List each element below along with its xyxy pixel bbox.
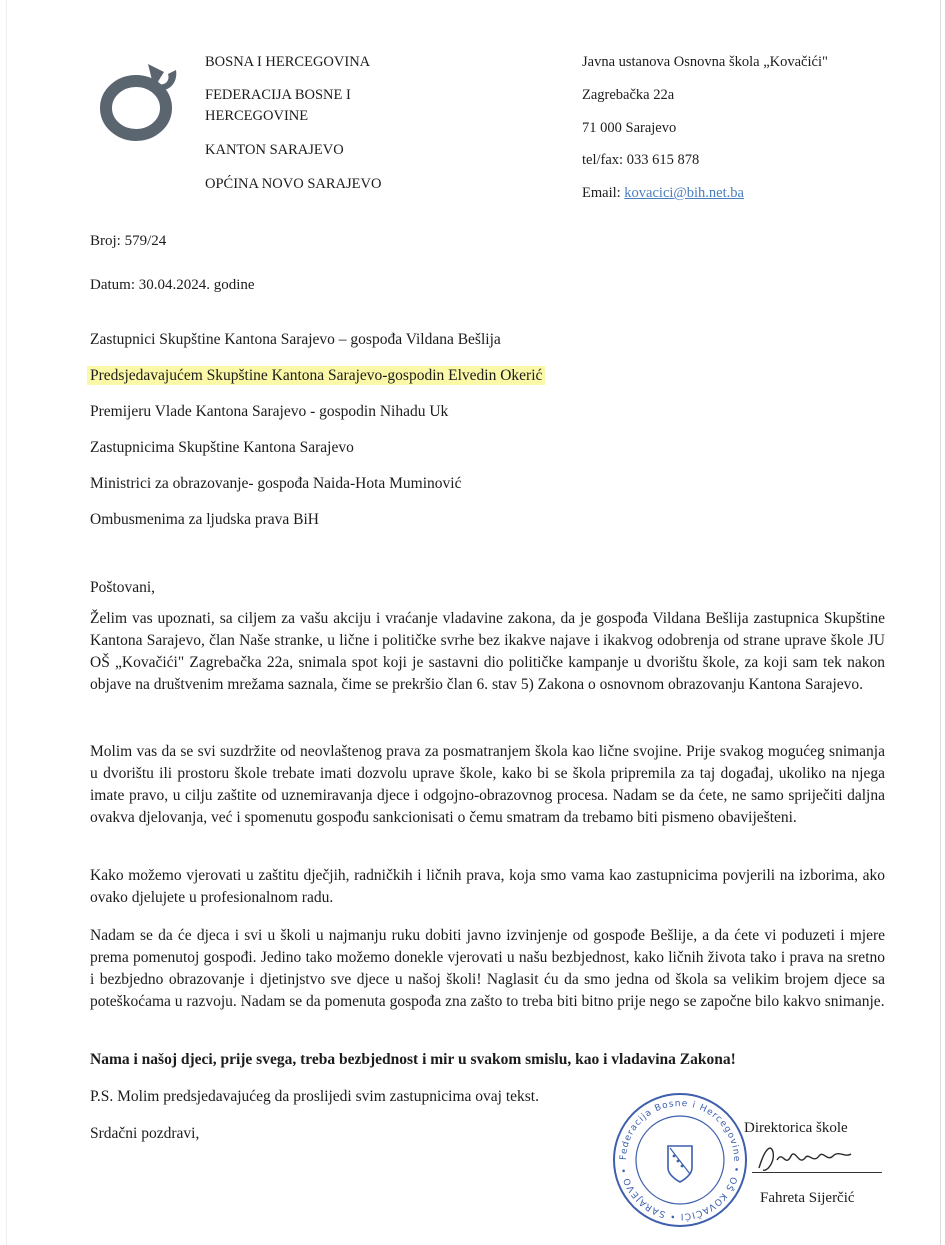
right-edge-line (940, 0, 941, 1245)
org-line-municipality: OPĆINA NOVO SARAJEVO (205, 176, 382, 192)
recipient-item: Zastupnicima Skupštine Kantona Sarajevo (90, 439, 354, 456)
signatory-name: Fahreta Sijerčić (760, 1190, 855, 1206)
school-email-row (582, 183, 744, 204)
postscript: P.S. Molim predsjedavajućeg da proslijedi svim zastupnicima ovaj tekst. (90, 1088, 539, 1105)
school-name: Javna ustanova Osnovna škola „Kovačići" (582, 54, 828, 70)
org-line-country: BOSNA I HERCEGOVINA (205, 54, 371, 70)
org-line-canton: KANTON SARAJEVO (205, 142, 344, 158)
signatory-title: Direktorica škole (744, 1120, 848, 1136)
school-address: Zagrebačka 22a (582, 87, 675, 103)
closing: Srdačni pozdravi, (90, 1125, 200, 1142)
recipient-item: Ombusmenima za ljudska prava BiH (90, 511, 320, 528)
school-city: 71 000 Sarajevo (582, 120, 677, 136)
svg-text:Federacija Bosne i Hercegovine: Federacija Bosne i Hercegovine • OŠ KOVAČIĆI • SARAJEVO • (618, 1098, 742, 1222)
org-line-federation: FEDERACIJA BOSNE I HERCEGOVINE (205, 87, 351, 124)
recipient-item: Zastupnici Skupštine Kantona Sarajevo – gospođa Vildana Bešlija (90, 331, 501, 348)
school-logo-icon (98, 58, 182, 142)
official-stamp-icon (610, 1090, 750, 1230)
highlighted-text: Predsjedavajućem Skupštine Kantona Sarajevo-gospodin Elvedin Okerić (87, 366, 545, 385)
email-label: Email: (582, 185, 621, 201)
document-number: Broj: 579/24 (90, 233, 167, 249)
paragraph-1: Želim vas upoznati, sa ciljem za vašu akciju i vraćanje vladavine zakona, da je gospođa Vildana Bešlija zastupnica Skupštine Kantona Sarajevo, član Naše stranke, u lične i političke svrhe bez ikakve najave i ikakvog odobrenja od strane uprave škole JU OŠ „Kovačići" Zagrebačka 22a, snimala spot koji je sastavni dio političke kampanje u dvorištu škole, za koji sam tek nakon objave na društvenim mrežama saznala, čime se prekršio član 6. stav 5) Zakona o osnovnom obrazovanju Kantona Sarajevo. (90, 610, 885, 693)
document-date: Datum: 30.04.2024. godine (90, 277, 255, 293)
recipient-item: Ministrici za obrazovanje- gospođa Naida-Hota Muminović (90, 475, 462, 492)
email-link[interactable]: kovacici@bih.net.ba (624, 185, 744, 201)
paragraph-4: Nadam se da će djeca i svi u školi u najmanju ruku dobiti javno izvinjenje od gospođe Bešlije, a da ćete vi poduzeti i mjere prema pomenutoj gospođi. Jedino tako možemo donekle vjerovati u našu bezbjednost, kako ličnih života tako i prava na sretno i bezbjedno obrazovanje i djetinjstvo sve djece u našoj školi! Naglasit ću da smo jedna od škola sa velikim brojem djece sa poteškoćama u razvoju. Nadam se da pomenuta gospođa zna zašto to treba biti bitno prije nego se započne bilo kakvo snimanje. (90, 927, 885, 1010)
recipient-item: Premijeru Vlade Kantona Sarajevo - gospodin Nihadu Uk (90, 403, 449, 420)
paragraph-3: Kako možemo vjerovati u zaštitu dječjih, radničkih i ličnih prava, koja smo vama kao zastupnicima povjerili na izborima, ako ovako djelujete u profesionalnom radu. (90, 867, 885, 906)
paragraph-2: Molim vas da se svi suzdržite od neovlaštenog prava za posmatranjem škola kao lične svojine. Prije svakog mogućeg snimanja u dvorištu ili prostoru škole trebate imati dozvolu uprave škole, kako bi se škola pripremila za taj događaj, ukoliko na njega imate pravo, u cilju zaštite od uznemiravanja djece i odgojno-obrazovnog procesa. Nadam se da ćete, ne samo spriječiti daljna ovakva djelovanja, već i spomenutu gospođu sankcionisati o čemu smatram da trebamo biti pismeno obaviješteni. (90, 743, 885, 826)
greeting: Poštovani, (90, 579, 156, 596)
left-edge-line (6, 0, 7, 1245)
signature-line (752, 1172, 882, 1173)
school-phone: tel/fax: 033 615 878 (582, 152, 700, 168)
bold-statement: Nama i našoj djeci, prije svega, treba bezbjednost i mir u svakom smislu, kao i vladavina Zakona! (90, 1051, 736, 1068)
recipient-item-highlighted (90, 367, 545, 385)
